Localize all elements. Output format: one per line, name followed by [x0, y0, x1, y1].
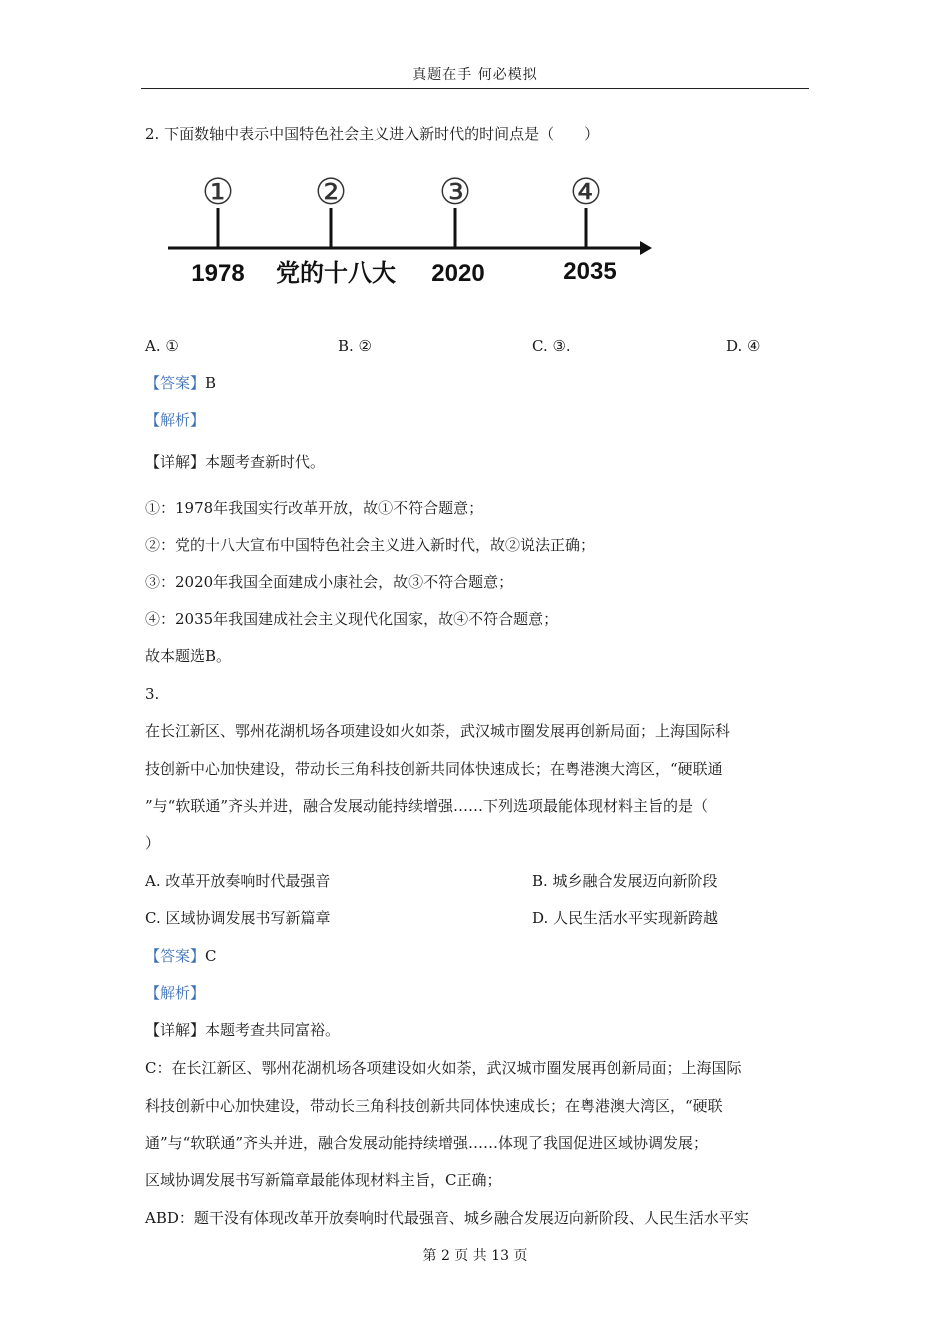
q3-explain-line-2: 科技创新中心加快建设，带动长三角科技创新共同体快速成长；在粤港澳大湾区，“硬联	[145, 1097, 723, 1115]
q2-detail: 【详解】本题考查新时代。	[145, 453, 326, 471]
q3-option-c: C. 区域协调发展书写新篇章	[145, 909, 331, 927]
q2-conclusion: 故本题选B。	[145, 647, 232, 665]
q2-option-d: D. ④	[726, 337, 761, 355]
q3-answer-tag: 【答案】	[145, 947, 206, 965]
q3-stem-line-2: 技创新中心加快建设，带动长三角科技创新共同体快速成长；在粤港澳大湾区，“硬联通	[145, 760, 723, 778]
timeline-marker-2: ②	[314, 172, 348, 213]
q3-stem-line-4: ）	[145, 834, 161, 852]
timeline-label-2: 党的十八大	[276, 259, 396, 287]
q2-explain-line-1: ①：1978年我国实行改革开放，故①不符合题意；	[145, 499, 484, 517]
page-number: 第 2 页 共 13 页	[422, 1248, 528, 1264]
q3-number: 3.	[145, 685, 160, 703]
header-divider	[141, 88, 809, 89]
q2-option-a: A. ①	[145, 337, 179, 355]
q3-option-a: A. 改革开放奏响时代最强音	[145, 872, 331, 890]
q2-explain-line-3: ③：2020年我国全面建成小康社会，故③不符合题意；	[145, 573, 514, 591]
q2-explain-line-4: ④：2035年我国建成社会主义现代化国家，故④不符合题意；	[145, 610, 559, 628]
q2-option-b: B. ②	[338, 337, 373, 355]
q3-option-b: B. 城乡融合发展迈向新阶段	[532, 872, 718, 890]
timeline-marker-3: ③	[438, 172, 472, 213]
timeline-marker-4: ④	[569, 172, 603, 213]
q3-explain-line-4: 区域协调发展书写新篇章最能体现材料主旨，C正确；	[145, 1171, 502, 1189]
timeline-label-4: 2035	[563, 258, 617, 285]
q2-option-c: C. ③.	[532, 337, 571, 355]
q3-explain-line-1: C：在长江新区、鄂州花湖机场各项建设如火如荼，武汉城市圈发展再创新局面；上海国际	[145, 1059, 742, 1077]
q3-answer-value: C	[205, 947, 217, 965]
page-header-title: 真题在手 何必模拟	[412, 67, 538, 83]
timeline-marker-1: ①	[201, 172, 235, 213]
q3-answer	[145, 946, 217, 966]
q2-answer-tag: 【答案】	[145, 374, 206, 392]
q3-option-d: D. 人民生活水平实现新跨越	[532, 909, 719, 927]
timeline-arrow-icon	[640, 241, 652, 255]
q3-explain-line-5: ABD：题干没有体现改革开放奏响时代最强音、城乡融合发展迈向新阶段、人民生活水平实	[145, 1209, 749, 1227]
q2-analysis-tag: 【解析】	[145, 411, 206, 429]
q3-detail: 【详解】本题考查共同富裕。	[145, 1021, 341, 1039]
q2-answer	[145, 373, 216, 393]
q3-explain-line-3: 通”与“软联通”齐头并进，融合发展动能持续增强……体现了我国促进区域协调发展；	[145, 1134, 709, 1152]
timeline-label-1: 1978	[191, 260, 245, 287]
q2-explain-line-2: ②：党的十八大宣布中国特色社会主义进入新时代，故②说法正确；	[145, 536, 596, 554]
q3-stem-line-1: 在长江新区、鄂州花湖机场各项建设如火如荼，武汉城市圈发展再创新局面；上海国际科	[145, 722, 731, 740]
q2-answer-value: B	[205, 374, 217, 392]
q2-stem: 2. 下面数轴中表示中国特色社会主义进入新时代的时间点是（ ）	[145, 125, 600, 143]
timeline-label-3: 2020	[431, 260, 485, 287]
number-line-figure	[160, 168, 660, 298]
q3-analysis-tag: 【解析】	[145, 984, 206, 1002]
q3-stem-line-3: ”与“软联通”齐头并进，融合发展动能持续增强……下列选项最能体现材料主旨的是（	[145, 797, 709, 815]
